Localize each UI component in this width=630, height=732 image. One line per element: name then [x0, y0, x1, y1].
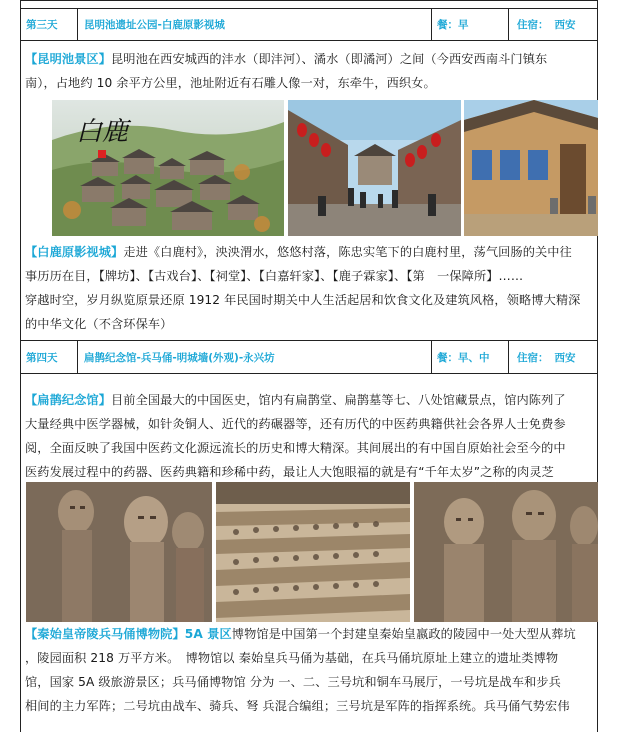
day4-label: 第四天 — [21, 341, 78, 373]
day3-meal-value: 早 — [458, 19, 469, 31]
terracotta-heading: 【秦始皇帝陵兵马俑博物院】5A 景区 — [25, 627, 232, 641]
bianque-text-3: 阅，全面反映了我国中医药文化源远流长的历史和博大精深。其间展出的有中国自原始社会至今的中 — [25, 441, 566, 455]
day3-meal-prefix: 餐： — [437, 19, 458, 31]
village-aerial-photo — [52, 100, 284, 236]
bailuyuan-text-4: 的中华文化（不含环保车） — [25, 317, 173, 331]
terracotta-warrior-closeup-photo — [26, 482, 212, 622]
village-building-photo — [464, 100, 598, 236]
terracotta-text-4: 相间的主力军阵；二号坑由战车、骑兵、弩 兵混合编组；三号坑是军阵的指挥系统。兵马俑气势宏伟 — [25, 699, 570, 713]
kunming-heading: 【昆明池景区】 — [25, 52, 112, 66]
terracotta-text-1: 博物馆是中国第一个封建皇秦始皇嬴政的陵园中一处大型从葬坑 — [231, 627, 576, 641]
kunming-paragraph — [25, 47, 595, 95]
day3-route: 昆明池遗址公园-白鹿原影视城 — [78, 9, 432, 40]
ancient-street-photo — [288, 100, 461, 236]
day3-hotel-value: 西安 — [554, 19, 576, 31]
calligraphy-text: 白鹿 — [76, 117, 129, 147]
top-rule — [20, 0, 598, 1]
day4-meal-value: 早、中 — [458, 351, 490, 364]
bianque-text-4: 医药发展过程中的药器、医药典籍和珍稀中药，最让人大饱眼福的就是有“千年太岁”之称的肉灵芝 — [25, 465, 554, 479]
terracotta-text-3: 馆，国家 5A 级旅游景区；兵马俑博物馆 分为 一、二、三号坑和铜车马展厅，一号坑是战车和步兵 — [25, 675, 561, 689]
day3-header-row — [20, 8, 598, 41]
terracotta-paragraph — [25, 622, 595, 718]
bailuyuan-heading: 【白鹿原影视城】 — [25, 245, 124, 259]
bailuyuan-text-3: 穿越时空，岁月纵览原景还原 1912 年民国时期关中人生活起居和饮食文化及建筑风格，领略博大精深 — [25, 293, 581, 307]
bianque-text-2: 大量经典中医学器械，如针灸铜人、近代的药碾器等，还有历代的中医药典籍供社会各界人士免费参 — [25, 417, 566, 431]
day4-hotel-value: 西安 — [554, 351, 576, 364]
day4-meal-prefix: 餐： — [437, 351, 458, 364]
day3-meal — [432, 9, 509, 40]
bailuyuan-paragraph — [25, 240, 595, 336]
terracotta-pit-photo — [216, 482, 410, 622]
day4-meal — [432, 341, 509, 373]
bailuyuan-text-2: 事历历在目，【牌坊】、【古戏台】、【祠堂】、【白嘉轩家】、【鹿子霖家】、【第 一保障所】…… — [25, 269, 524, 283]
kunming-text-2: 南），占地约 10 余平方公里，池址附近有石雕人像一对，东牵牛，西织女。 — [25, 76, 436, 90]
terracotta-warrior-row-photo — [414, 482, 598, 622]
day4-hotel-prefix: 住宿： — [517, 351, 549, 364]
bailuyuan-text-1: 走进《白鹿村》，泱泱渭水，悠悠村落，陈忠实笔下的白鹿村里，荡气回肠的关中往 — [123, 245, 572, 259]
day4-route: 扁鹊纪念馆-兵马俑-明城墙(外观)-永兴坊 — [78, 341, 432, 373]
day3-hotel-prefix: 住宿： — [517, 19, 549, 31]
day4-hotel — [509, 341, 597, 373]
bianque-text-1: 目前全国最大的中国医史，馆内有扁鹊堂、扁鹊墓等七、八处馆藏景点，馆内陈列了 — [111, 393, 566, 407]
terracotta-text-2: ，陵园面积 218 万平方米。 博物馆以 秦始皇兵马俑为基础，在兵马俑坑原址上建立的遗址类博物 — [25, 651, 559, 665]
day3-hotel — [509, 9, 597, 40]
bianque-heading: 【扁鹊纪念馆】 — [25, 393, 112, 407]
kunming-text-1: 昆明池在西安城西的沣水（即沣河）、潏水（即潏河）之间（今西安西南斗门镇东 — [111, 52, 548, 66]
day4-header-row — [20, 340, 598, 374]
bianque-paragraph — [25, 388, 595, 484]
day3-label: 第三天 — [21, 9, 78, 40]
